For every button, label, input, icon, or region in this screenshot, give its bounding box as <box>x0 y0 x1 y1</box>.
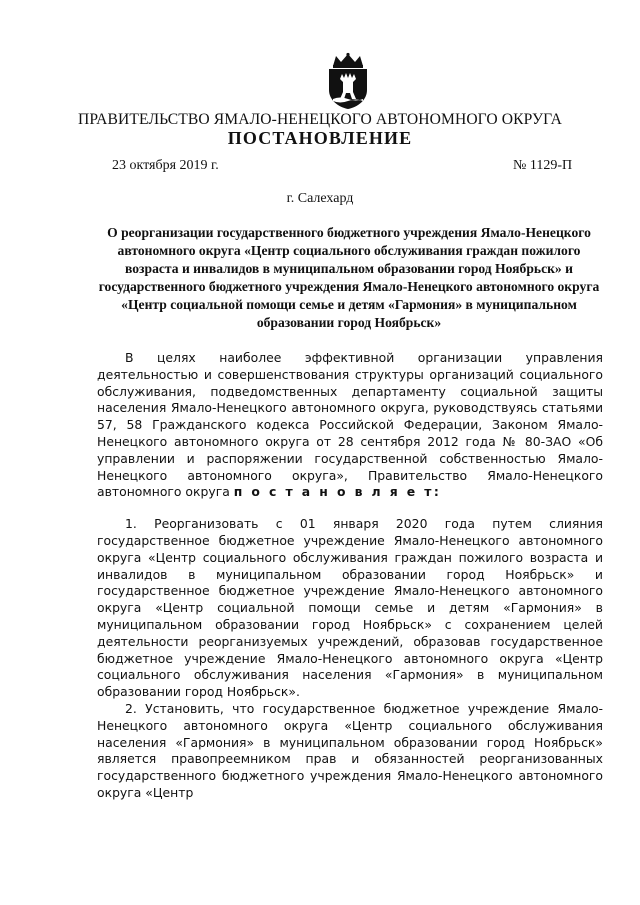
item-2-paragraph: 2. Установить, что государственное бюджетное учреждение Ямало-Ненецкого автономного округа «Центр социального обслуживания населения «Гармония» в муниципальном образовании город Ноябрьск» является правопреемником прав и обязанностей реорганизованных государственного бюджетного учреждения Ямало-Ненецкого автономного округа «Центр <box>97 700 603 800</box>
item-1-paragraph: 1. Реорганизовать с 01 января 2020 года путем слияния государственное бюджетное учреждение Ямало-Ненецкого автономного округа «Центр социального обслуживания граждан пожилого возраста и инвалидов в муниципальном образовании город Ноябрьск» и государственное бюджетное учреждение Ямало-Ненецкого автономного округа «Центр социальной помощи семье и детям «Гармония» в муниципальном образовании город Ноябрьск» с сохранением целей деятельности реорганизуемых учреждений, образовав государственное бюджетное учреждение Ямало-Ненецкого автономного округа «Центр социального обслуживания населения «Гармония» в муниципальном образовании город Ноябрьск». <box>97 516 603 700</box>
document-type: ПОСТАНОВЛЕНИЕ <box>227 128 413 148</box>
preamble-text: В целях наиболее эффективной организации управления деятельностью и совершенствования структуры организаций социального обслуживания, подведомственных департаменту социальной защиты населения Ямало-Ненецкого автономного округа, руководствуясь статьями 57, 58 Гражданского кодекса Российской Федерации, Законом Ямало-Ненецкого автономного округа от 28 сентября 2012 года № 80-ЗАО «Об управлении и распоряжении государственной собственностью Ямало-Ненецкого автономного округа», Правительство Ямало-Ненецкого автономного округа <box>97 350 603 500</box>
document-body <box>97 350 603 802</box>
document-number: № 1129-П <box>513 158 573 173</box>
government-name: ПРАВИТЕЛЬСТВО ЯМАЛО-НЕНЕЦКОГО АВТОНОМНОГО ОКРУГА <box>78 111 562 128</box>
decree-word: п о с т а н о в л я е т: <box>233 484 442 500</box>
document-date: 23 октября 2019 г. <box>112 158 219 173</box>
preamble-paragraph <box>97 350 603 501</box>
document-city: г. Салехард <box>286 191 354 206</box>
coat-of-arms-icon <box>323 52 373 110</box>
document-title: О реорганизации государственного бюджетного учреждения Ямало-Ненецкого автономного округа «Центр социального обслуживания граждан пожилого возраста и инвалидов в муниципальном образовании город Ноябрьск» и государственного бюджетного учреждения Ямало-Ненецкого автономного округа «Центр социальной помощи семье и детям «Гармония» в муниципальном образовании город Ноябрьск» <box>98 225 600 330</box>
